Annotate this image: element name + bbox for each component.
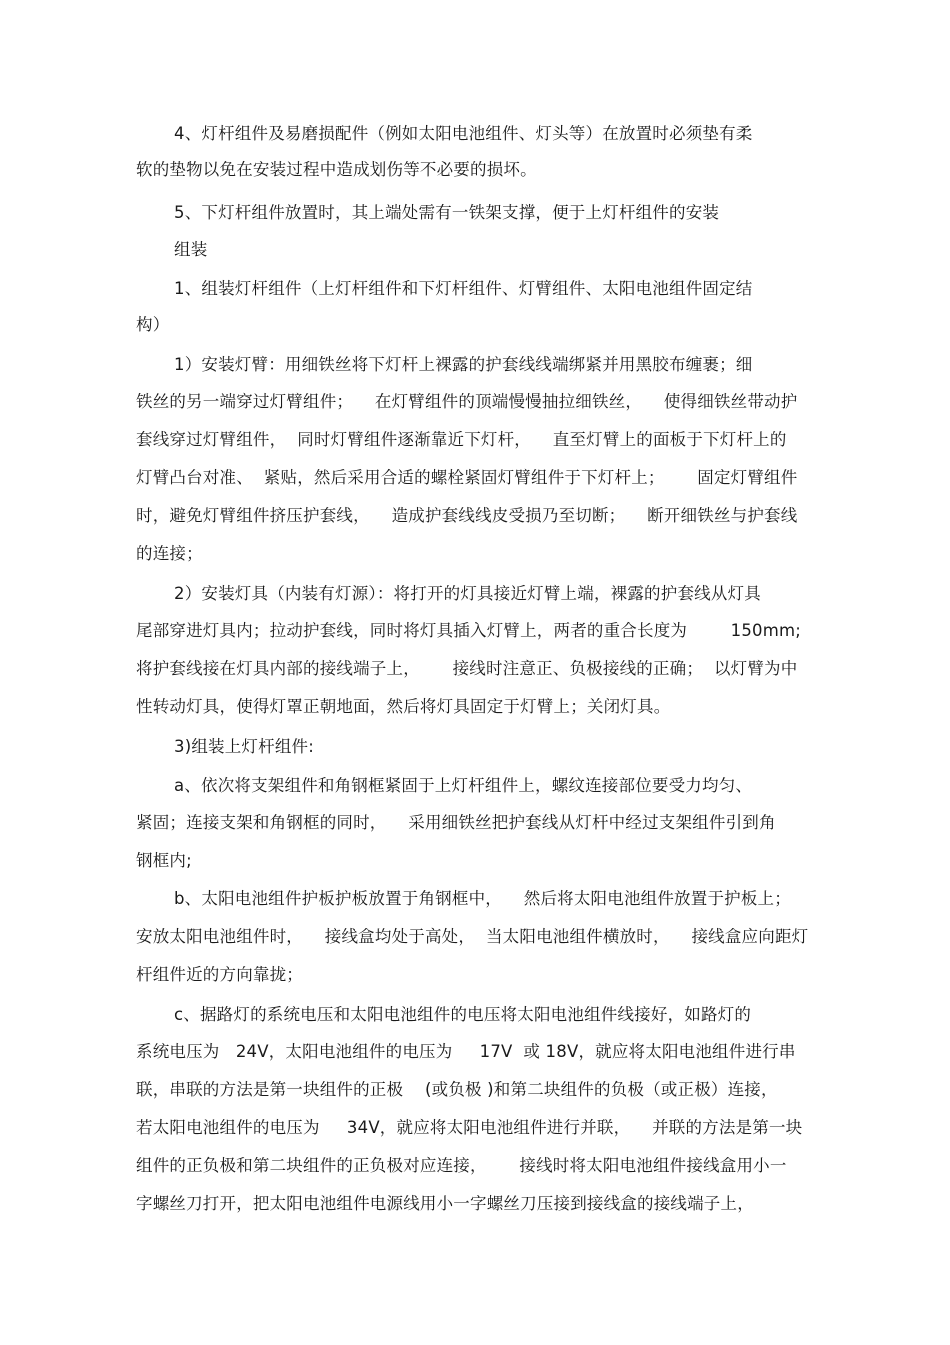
paragraph-line: a、依次将支架组件和角钢框紧固于上灯杆组件上，螺纹连接部位要受力均匀、 bbox=[174, 776, 753, 795]
paragraph-line: 系统电压为 24V，太阳电池组件的电压为 17V 或 18V，就应将太阳电池组件进行串 bbox=[136, 1042, 796, 1061]
paragraph-line: 软的垫物以免在安装过程中造成划伤等不必要的损坏。 bbox=[136, 160, 537, 179]
paragraph-line: 的连接； bbox=[136, 544, 203, 563]
paragraph-line: 铁丝的另一端穿过灯臂组件； 在灯臂组件的顶端慢慢抽拉细铁丝， 使得细铁丝带动护 bbox=[136, 392, 798, 411]
paragraph-line: 将护套线接在灯具内部的接线端子上， 接线时注意正、负极接线的正确； 以灯臂为中 bbox=[136, 659, 798, 678]
paragraph-line: 构） bbox=[136, 315, 170, 334]
paragraph-line: 杆组件近的方向靠拢； bbox=[136, 965, 303, 984]
paragraph-line: 联，串联的方法是第一块组件的正极 (或负极 )和第二块组件的负极（或正极）连接， bbox=[136, 1080, 778, 1099]
paragraph-line: 灯臂凸台对准、 紧贴，然后采用合适的螺栓紧固灯臂组件于下灯杆上； 固定灯臂组件 bbox=[136, 468, 798, 487]
paragraph-line: b、太阳电池组件护板护板放置于角钢框中， 然后将太阳电池组件放置于护板上； bbox=[174, 889, 791, 908]
paragraph-line: 钢框内; bbox=[136, 851, 192, 870]
paragraph-line: 3)组装上灯杆组件: bbox=[174, 737, 314, 756]
paragraph-line: 组件的正负极和第二块组件的正负极对应连接， 接线时将太阳电池组件接线盒用小一 bbox=[136, 1156, 787, 1175]
paragraph-line: 套线穿过灯臂组件， 同时灯臂组件逐渐靠近下灯杆， 直至灯臂上的面板于下灯杆上的 bbox=[136, 430, 787, 449]
paragraph-line: c、据路灯的系统电压和太阳电池组件的电压将太阳电池组件线接好，如路灯的 bbox=[174, 1005, 752, 1024]
section-heading: 组装 bbox=[174, 240, 208, 259]
paragraph-line: 若太阳电池组件的电压为 34V，就应将太阳电池组件进行并联， 并联的方法是第一块 bbox=[136, 1118, 803, 1137]
paragraph-line: 2）安装灯具（内装有灯源）：将打开的灯具接近灯臂上端，裸露的护套线从灯具 bbox=[174, 584, 761, 603]
paragraph-line: 1、组装灯杆组件（上灯杆组件和下灯杆组件、灯臂组件、太阳电池组件固定结 bbox=[174, 279, 753, 298]
paragraph-line: 5、下灯杆组件放置时，其上端处需有一铁架支撑，便于上灯杆组件的安装 bbox=[174, 203, 720, 222]
paragraph-line: 尾部穿进灯具内；拉动护套线，同时将灯具插入灯臂上，两者的重合长度为 150mm; bbox=[136, 621, 802, 640]
paragraph-line: 时，避免灯臂组件挤压护套线， 造成护套线线皮受损乃至切断； 断开细铁丝与护套线 bbox=[136, 506, 798, 525]
paragraph-line: 4、灯杆组件及易磨损配件（例如太阳电池组件、灯头等）在放置时必须垫有柔 bbox=[174, 124, 753, 143]
paragraph-line: 性转动灯具，使得灯罩正朝地面，然后将灯具固定于灯臂上；关闭灯具。 bbox=[136, 697, 671, 716]
paragraph-line: 1）安装灯臂：用细铁丝将下灯杆上裸露的护套线线端绑紧并用黑胶布缠裹；细 bbox=[174, 355, 753, 374]
paragraph-line: 紧固；连接支架和角钢框的同时， 采用细铁丝把护套线从灯杆中经过支架组件引到角 bbox=[136, 813, 776, 832]
paragraph-line: 安放太阳电池组件时， 接线盒均处于高处， 当太阳电池组件横放时， 接线盒应向距灯 bbox=[136, 927, 809, 946]
paragraph-line: 字螺丝刀打开，把太阳电池组件电源线用小一字螺丝刀压接到接线盒的接线端子上， bbox=[136, 1194, 754, 1213]
